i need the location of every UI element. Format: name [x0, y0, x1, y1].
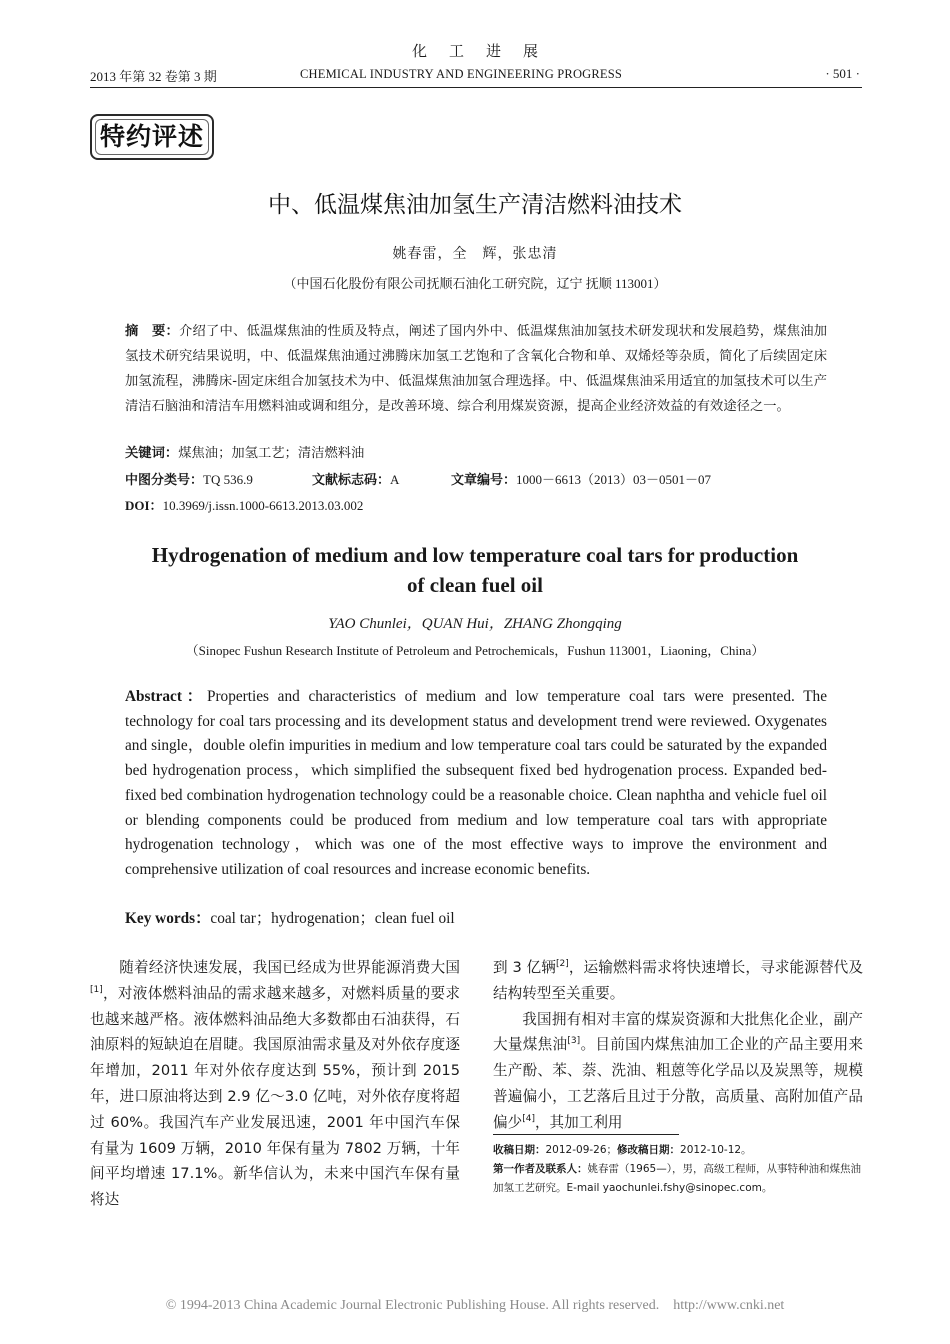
authors-cn: 姚春雷，全 辉，张忠清	[392, 246, 558, 262]
title-cn: 中、低温煤焦油加氢生产清洁燃料油技术	[268, 192, 682, 218]
author-label: 第一作者及联系人：	[493, 1163, 588, 1175]
copyright-line: © 1994-2013 China Academic Journal Electronic Publishing House. All rights reserved. http://www.cnki.net	[165, 1298, 785, 1313]
revised-label: 修改稿日期：	[617, 1144, 681, 1156]
keywords-cn-text: 煤焦油；加氢工艺；清洁燃料油	[178, 446, 365, 461]
keywords-cn	[125, 442, 364, 461]
affiliation-en: （Sinopec Fushun Research Institute of Petroleum and Petrochemicals，Fushun 113001，Liaoning，China）	[185, 643, 765, 658]
doi-value: 10.3969/j.issn.1000-6613.2013.03.002	[162, 498, 364, 513]
issue-info: 2013 年第 32 卷第 3 期	[90, 69, 217, 84]
clc-number	[125, 469, 253, 488]
footnote-dates	[493, 1141, 863, 1160]
keywords-en-text: coal tar；hydrogenation；clean fuel oil	[210, 910, 455, 927]
abstract-en	[125, 685, 827, 883]
clc-value: TQ 536.9	[203, 472, 253, 487]
authors-en: YAO Chunlei，QUAN Hui，ZHANG Zhongqing	[328, 616, 622, 632]
citation-ref[interactable]: [4]	[522, 1113, 535, 1124]
abstract-cn	[125, 319, 827, 419]
body-right-column	[493, 955, 863, 1136]
body-paragraph	[493, 1007, 863, 1136]
abstract-en-text: Properties and characteristics of medium and low temperature coal tars were presented. The technology for coal tars processing and its development status and development trend were reviewed. Oxygenates and single，double olefin impurities in medium and low temperature coal tars could be saturated by the expanded bed hydrogenation process，which simplified the subsequent fixed bed hydrogenation process. Expanded bed-fixed bed combination hydrogenation technology could be a reasonable choice. Clean naphtha and vehicle fuel oil or blending components could be produced from medium and low temperature coal tars with appropriate hydrogenation technology，which was one of the most effective ways to improve the environment and comprehensive utilization of coal resources and increase economic benefits.	[125, 688, 827, 878]
title-en-line1: Hydrogenation of medium and low temperature coal tars for production	[151, 543, 799, 567]
body-left-column	[90, 955, 460, 1213]
keywords-en	[125, 906, 455, 928]
body-text: 随着经济快速发展，我国已经成为世界能源消费大国	[119, 959, 460, 976]
body-text: 。目前国内煤焦油加工企业的产品主要用来生产酚、苯、萘、洗油、粗蒽等化学品以及炭黑等，规模普遍偏小，工艺落后且过于分散，高质量、高附加值产品偏少	[493, 1036, 863, 1131]
doc-code-value: A	[390, 472, 400, 487]
header-rule	[90, 87, 862, 88]
citation-ref[interactable]: [3]	[567, 1036, 581, 1047]
journal-name-en: CHEMICAL INDUSTRY AND ENGINEERING PROGRESS	[300, 67, 623, 81]
revised-date: 2012-10-12。	[680, 1144, 752, 1156]
article-number-label: 文章编号：	[451, 473, 517, 488]
doi	[125, 495, 363, 514]
doc-code-label: 文献标志码：	[312, 473, 391, 488]
citation-ref[interactable]: [1]	[90, 984, 103, 995]
title-en-line2: of clean fuel oil	[407, 573, 543, 597]
footnote	[493, 1141, 863, 1198]
body-text: ，运输燃料需求将快速增长，寻求能源替代及结构转型至关重要。	[493, 959, 863, 1002]
body-text: ，其加工利用	[534, 1113, 623, 1131]
citation-ref[interactable]: [2]	[555, 959, 569, 970]
article-number	[451, 469, 711, 488]
keywords-en-label: Key words：	[125, 910, 211, 927]
doi-label: DOI：	[125, 498, 163, 513]
received-label: 收稿日期：	[493, 1144, 546, 1156]
body-text: ，对液体燃料油品的需求越来越多，对燃料质量的要求也越来越严格。液体燃料油品绝大多数都由石油获得，石油原料的短缺迫在眉睫。我国原油需求量及对外依存度逐年增加，2011 年对外依存度达到 55%，预计到 2015 年，进口原油将达到 2.9 亿～3.0 亿吨，对外依存度将超过 60%。我国汽车产业发展迅速，2001 年中国汽车保有量为 1609 万辆，2010 年保有量为 7802 万辆，十年间平均增速 17.1%。新华信认为，未来中国汽车保有量将达	[90, 984, 460, 1209]
body-text: 我国拥有相对丰富的煤炭资源和大批焦化企业，副产大量煤焦油	[493, 1010, 863, 1054]
abstract-cn-text: 介绍了中、低温煤焦油的性质及特点，阐述了国内外中、低温煤焦油加氢技术研发现状和发展趋势，煤焦油加氢技术研究结果说明，中、低温煤焦油通过沸腾床加氢工艺饱和了含氧化合物和单、双烯烃等杂质，简化了后续固定床加氢流程，沸腾床-固定床组合加氢技术为中、低温煤焦油加氢合理选择。中、低温煤焦油采用适宜的加氢技术可以生产清洁石脑油和清洁车用燃料油或调和组分，是改善环境、综合利用煤炭资源，提高企业经济效益的有效途径之一。	[125, 324, 828, 414]
received-date: 2012-09-26；	[545, 1144, 618, 1156]
abstract-en-label: Abstract：	[125, 688, 207, 705]
footnote-rule	[493, 1134, 679, 1135]
column-badge: 特约评述	[90, 114, 214, 160]
footnote-author	[493, 1160, 863, 1198]
page-number: · 501 ·	[825, 66, 860, 81]
affiliation-cn: （中国石化股份有限公司抚顺石油化工研究院，辽宁 抚顺 113001）	[283, 276, 667, 291]
body-text: 到 3 亿辆	[493, 959, 556, 976]
document-code	[312, 469, 399, 488]
title-en	[0, 540, 950, 600]
body-paragraph	[493, 955, 863, 1007]
author-info: 姚春雷（1965—），男，高级工程师，从事特种油和煤焦油加氢工艺研究。E-mail yaochunlei.fshy@sinopec.com。	[493, 1163, 861, 1194]
clc-label: 中图分类号：	[125, 473, 204, 488]
journal-name-cn: 化工进展	[411, 44, 560, 60]
abstract-cn-label: 摘 要：	[125, 324, 180, 339]
keywords-cn-label: 关键词：	[125, 446, 179, 461]
article-number-value: 1000－6613（2013）03－0501－07	[516, 472, 712, 487]
body-paragraph	[90, 955, 460, 1213]
